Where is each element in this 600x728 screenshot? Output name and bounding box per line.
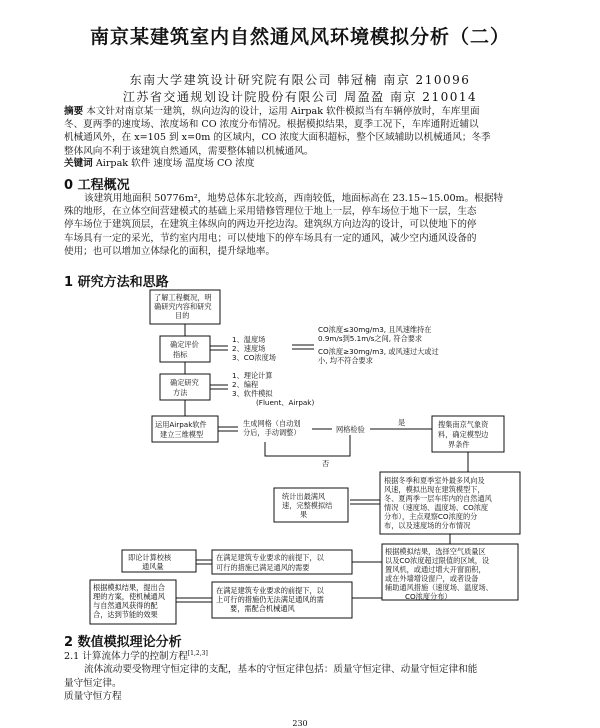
flow-text: 合，达到节能的效果 [93,610,158,619]
flow-text: 3、软件模拟 [232,389,273,398]
abstract [64,105,520,158]
flow-text: 运用Airpak软件 [155,420,207,429]
flow-text: 生成网格（自动划 [243,419,301,428]
flow-text: 以及CO浓度超过限值的区域，设 [385,556,490,565]
flow-double-arrow [210,385,228,389]
flow-text: 或在外墙增设窗户，或者设备 [385,574,479,583]
flow-text: 理的方案，使机械通风 [93,592,165,601]
keywords-label: 关键词 [64,158,93,169]
flow-text: 目的 [175,311,190,320]
flow-text: 分布），主点观察CO浓度的分 [384,512,478,521]
flow-text: CO浓度≤30mg/m3, 且风速维持在 [318,325,432,334]
keywords [64,157,520,170]
flow-text: 在满足建筑专业要求的前提下，以 [216,586,324,595]
flow-text: 统计出最满风 [282,492,326,501]
flow-text: 确研究内容和研究 [154,302,212,311]
body-line: 殊的地形，在立体空间营建模式的基础上采用错修管理位于地上一层，停车场位于地下一层，生态 [64,206,477,218]
flow-text: 情况（速度场、温度场、CO浓度 [384,503,489,512]
flow-text: 3、CO浓度场 [232,353,276,362]
flow-text: 界条件 [448,440,470,449]
section-0-heading: 0 工程概况 [64,178,130,193]
flow-text: 果 [300,510,308,519]
flow-text: 确定研究 [170,378,199,387]
abstract-label: 摘要 [64,106,84,117]
flow-text: 搜集南京气象资 [438,420,489,429]
flow-text: 根据模拟结果，提出合 [93,583,165,592]
paper-title: 南京某建筑室内自然通风风环境模拟分析（二） [89,26,510,48]
reference-marker: [1,2,3] [187,650,208,657]
page-number: 230 [292,719,308,728]
flow-text: 置风机，或通过增大开窗面积， [385,565,486,574]
flow-text: 指标 [173,350,188,359]
flow-text: 方法 [173,388,188,397]
flow-text: 确定评价 [170,340,199,349]
abstract-line: 整体风向不利于该建筑自然通风，需要整体辅以机械通风。 [64,145,314,157]
flow-text: 2、编程 [232,380,259,389]
flow-text: 速，完整模拟结 [282,501,333,510]
flow-text: (Fluent、Airpak) [256,398,315,407]
research-flowchart [60,288,540,603]
author-line-2: 江苏省交通规划设计院股份有限公司 周盈盈 南京 210014 [122,90,478,104]
flow-text: 是 [398,418,406,427]
section-1-heading: 1 研究方法和思路 [64,275,169,290]
flow-text: 小, 均不符合要求 [318,356,373,365]
flow-text: 0.9m/s到5.1m/s之间, 符合要求 [318,334,423,343]
flow-text: 1、理论计算 [232,371,273,380]
keywords-text: Airpak 软件 速度场 温度场 CO 浓度 [95,158,255,169]
body-line: 该建筑用地面积 50776m²，地势总体东北较高，西南较低，地面标高在 23.15~15.00m。根据特 [84,193,504,204]
subsection-heading: 2.1 计算流体力学的控制方程 [64,651,188,663]
flow-text: 与自然通风获得的配 [93,601,158,610]
author-line-1: 东南大学建筑设计研究院有限公司 韩冠楠 南京 210096 [129,73,471,87]
body-line: 流体流动要受物理守恒定律的支配，基本的守恒定律包括：质量守恒定律、动量守恒定律和能 [84,664,478,676]
flow-double-arrow [210,346,228,350]
flow-double-arrow [292,345,314,349]
section-2-heading: 2 数值模拟理论分析 [64,635,182,650]
flow-double-arrow [218,427,238,431]
flow-text: 1、温度场 [232,335,266,344]
research-flowchart-lower [60,578,540,628]
flow-text: 根据模拟结果，选择空气质量区 [385,547,486,556]
flow-text: 冬、夏两季一层车库内的自然通风 [384,494,492,503]
flow-text: 在满足建筑专业要求的前提下，以 [216,553,324,562]
flow-text: 通风量 [142,562,164,571]
flow-text: 分后，手动调整） [243,428,301,437]
flow-text: CO浓度≥30mg/m3, 或风速过大或过 [318,347,439,356]
flow-double-arrow [176,598,212,602]
flow-text: 布，以及速度场的分布情况 [384,521,471,530]
flow-text: CO浓度分布） [405,592,452,601]
section-2-body [64,647,520,703]
body-line: 停车场位于建筑顶层，在建筑主体纵向的两边开挖边沟。建筑纵方向边沟的设计，可以使地下的停 [64,219,477,231]
flow-text: 风速，模拟出现在建筑模型下， [384,485,485,494]
flow-text: 上可行的措施仍无法满足通风的需 [216,595,324,604]
flow-text: 否 [322,459,330,468]
flow-arrow [265,435,350,456]
abstract-line: 冬、夏两季的速度场、浓度场和 CO 浓度分布情况。根据模拟结果，夏季工况下，车库通附近辅以 [64,119,479,131]
flow-text: 要，需配合机械通风 [230,604,295,613]
flow-text: 2、速度场 [232,344,266,353]
abstract-line: 机械通风外，在 x=105 到 x=0m 的区域内，CO 浓度大面积超标，整个区域辅助以机械通风；冬季 [64,132,491,144]
flow-text: 料，确定模型边 [438,430,489,439]
body-line: 量守恒定律。 [64,677,122,689]
flow-text: 辅助通风措施（速度场、温度场、 [385,583,493,592]
flow-double-arrow [196,560,212,564]
body-line: 使用；也可以增加立体绿化的面积，提升绿地率。 [64,245,276,257]
flow-text: 了解工程概况，明 [154,293,212,302]
body-line: 质量守恒方程 [64,690,122,702]
body-line: 车场具有一定的采光，节约室内用电；可以使地下的停车场具有一定的通风，减少空内通风设备的 [64,232,477,244]
flow-text: 建立三维模型 [160,430,204,439]
flow-text: 可行的措施已满足通风的需要 [216,563,310,572]
flow-text: 网格检验 [336,425,365,434]
flow-double-arrow [350,500,380,504]
section-0-body [64,192,520,258]
flow-text: 根据冬季和夏季室外最多风向及 [384,476,485,485]
abstract-line: 本文针对南京某一建筑，纵向边沟的设计，运用 Airpak 软件模拟当有车辆停放时，车库里面 [86,106,480,117]
flow-text: 即论计算校核 [128,553,172,562]
